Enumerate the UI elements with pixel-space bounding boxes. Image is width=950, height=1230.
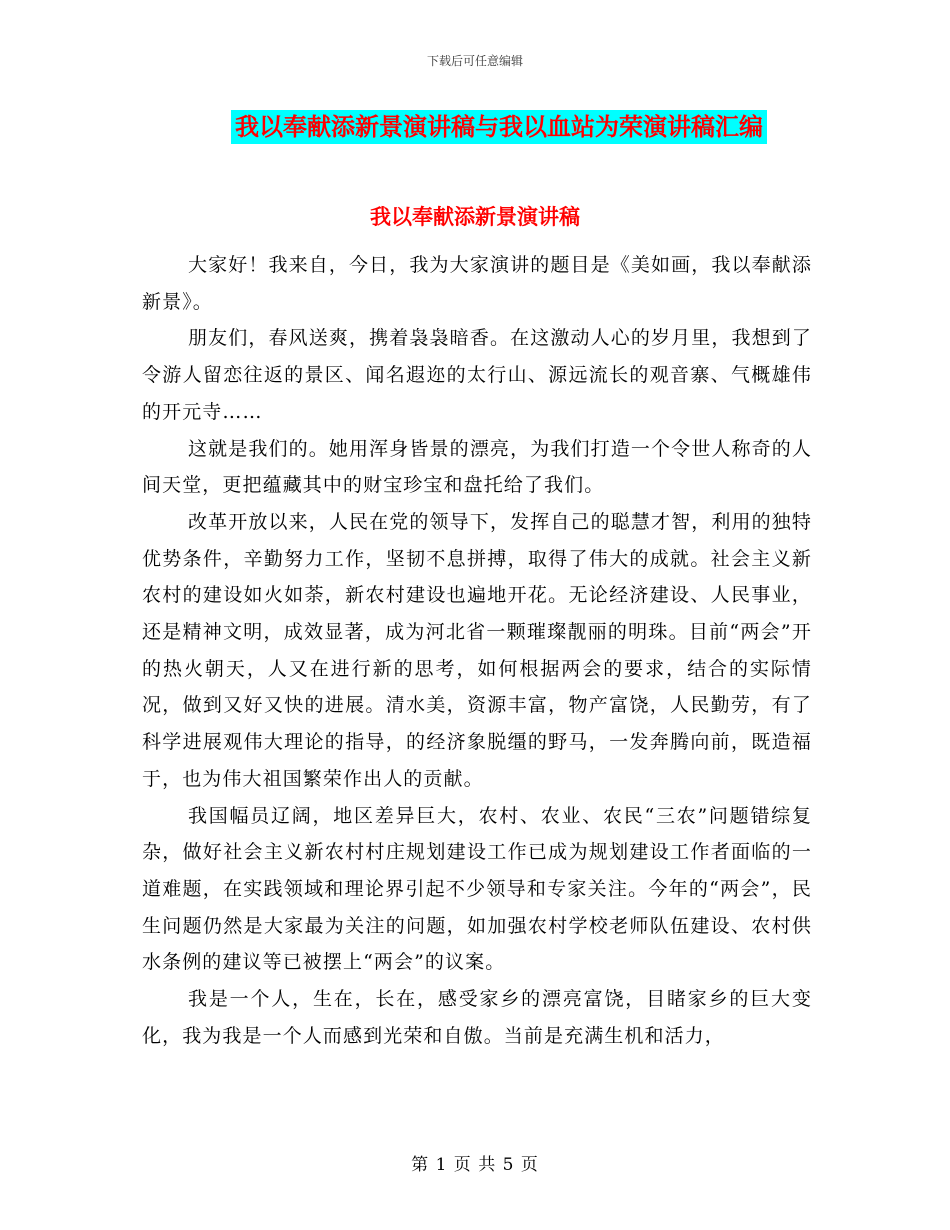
section-title: 我以奉献添新景演讲稿 <box>370 204 580 229</box>
document-body <box>142 247 812 1054</box>
document-title-container <box>0 110 950 144</box>
paragraph: 我是一个人，生在，长在，感受家乡的漂亮富饶，目睹家乡的巨大变化，我为我是一个人而感到光荣和自傲。当前是充满生机和活力， <box>142 988 812 1047</box>
paragraph: 我国幅员辽阔，地区差异巨大，农村、农业、农民“三农”问题错综复杂，做好社会主义新农村村庄规划建设工作已成为规划建设工作者面临的一道难题，在实践领域和理论界引起不少领导和专家关注。今年的“两会”，民生问题仍然是大家最为关注的问题，如加强农村学校老师队伍建设、农村供水条例的建议等已被摆上“两会”的议案。 <box>142 804 812 974</box>
paragraph: 这就是我们的。她用浑身皆景的漂亮，为我们打造一个令世人称奇的人间天堂，更把蕴藏其中的财宝珍宝和盘托给了我们。 <box>142 437 812 497</box>
page-number-footer: 第 1 页 共 5 页 <box>411 1155 539 1175</box>
paragraph: 大家好！我来自，今日，我为大家演讲的题目是《美如画，我以奉献添新景》。 <box>142 254 812 313</box>
paragraph: 改革开放以来，人民在党的领导下，发挥自己的聪慧才智，利用的独特优势条件，辛勤努力工作，坚韧不息拼搏，取得了伟大的成就。社会主义新农村的建设如火如荼，新农村建设也遍地开花。无论经济建设、人民事业，还是精神文明，成效显著，成为河北省一颗璀璨靓丽的明珠。目前“两会”开的热火朝天，人又在进行新的思考，如何根据两会的要求，结合的实际情况，做到又好又快的进展。清水美，资源丰富，物产富饶，人民勤劳，有了科学进展观伟大理论的指导，的经济象脱缰的野马，一发奔腾向前，既造福于，也为伟大祖国繁荣作出人的贡献。 <box>142 510 812 790</box>
document-title: 我以奉献添新景演讲稿与我以血站为荣演讲稿汇编 <box>231 110 767 144</box>
paragraph: 朋友们，春风送爽，携着袅袅暗香。在这激动人心的岁月里，我想到了令游人留恋往返的景区、闻名遐迩的太行山、源远流长的观音寨、气概雄伟的开元寺…… <box>142 327 812 423</box>
header-note: 下载后可任意编辑 <box>426 54 523 68</box>
